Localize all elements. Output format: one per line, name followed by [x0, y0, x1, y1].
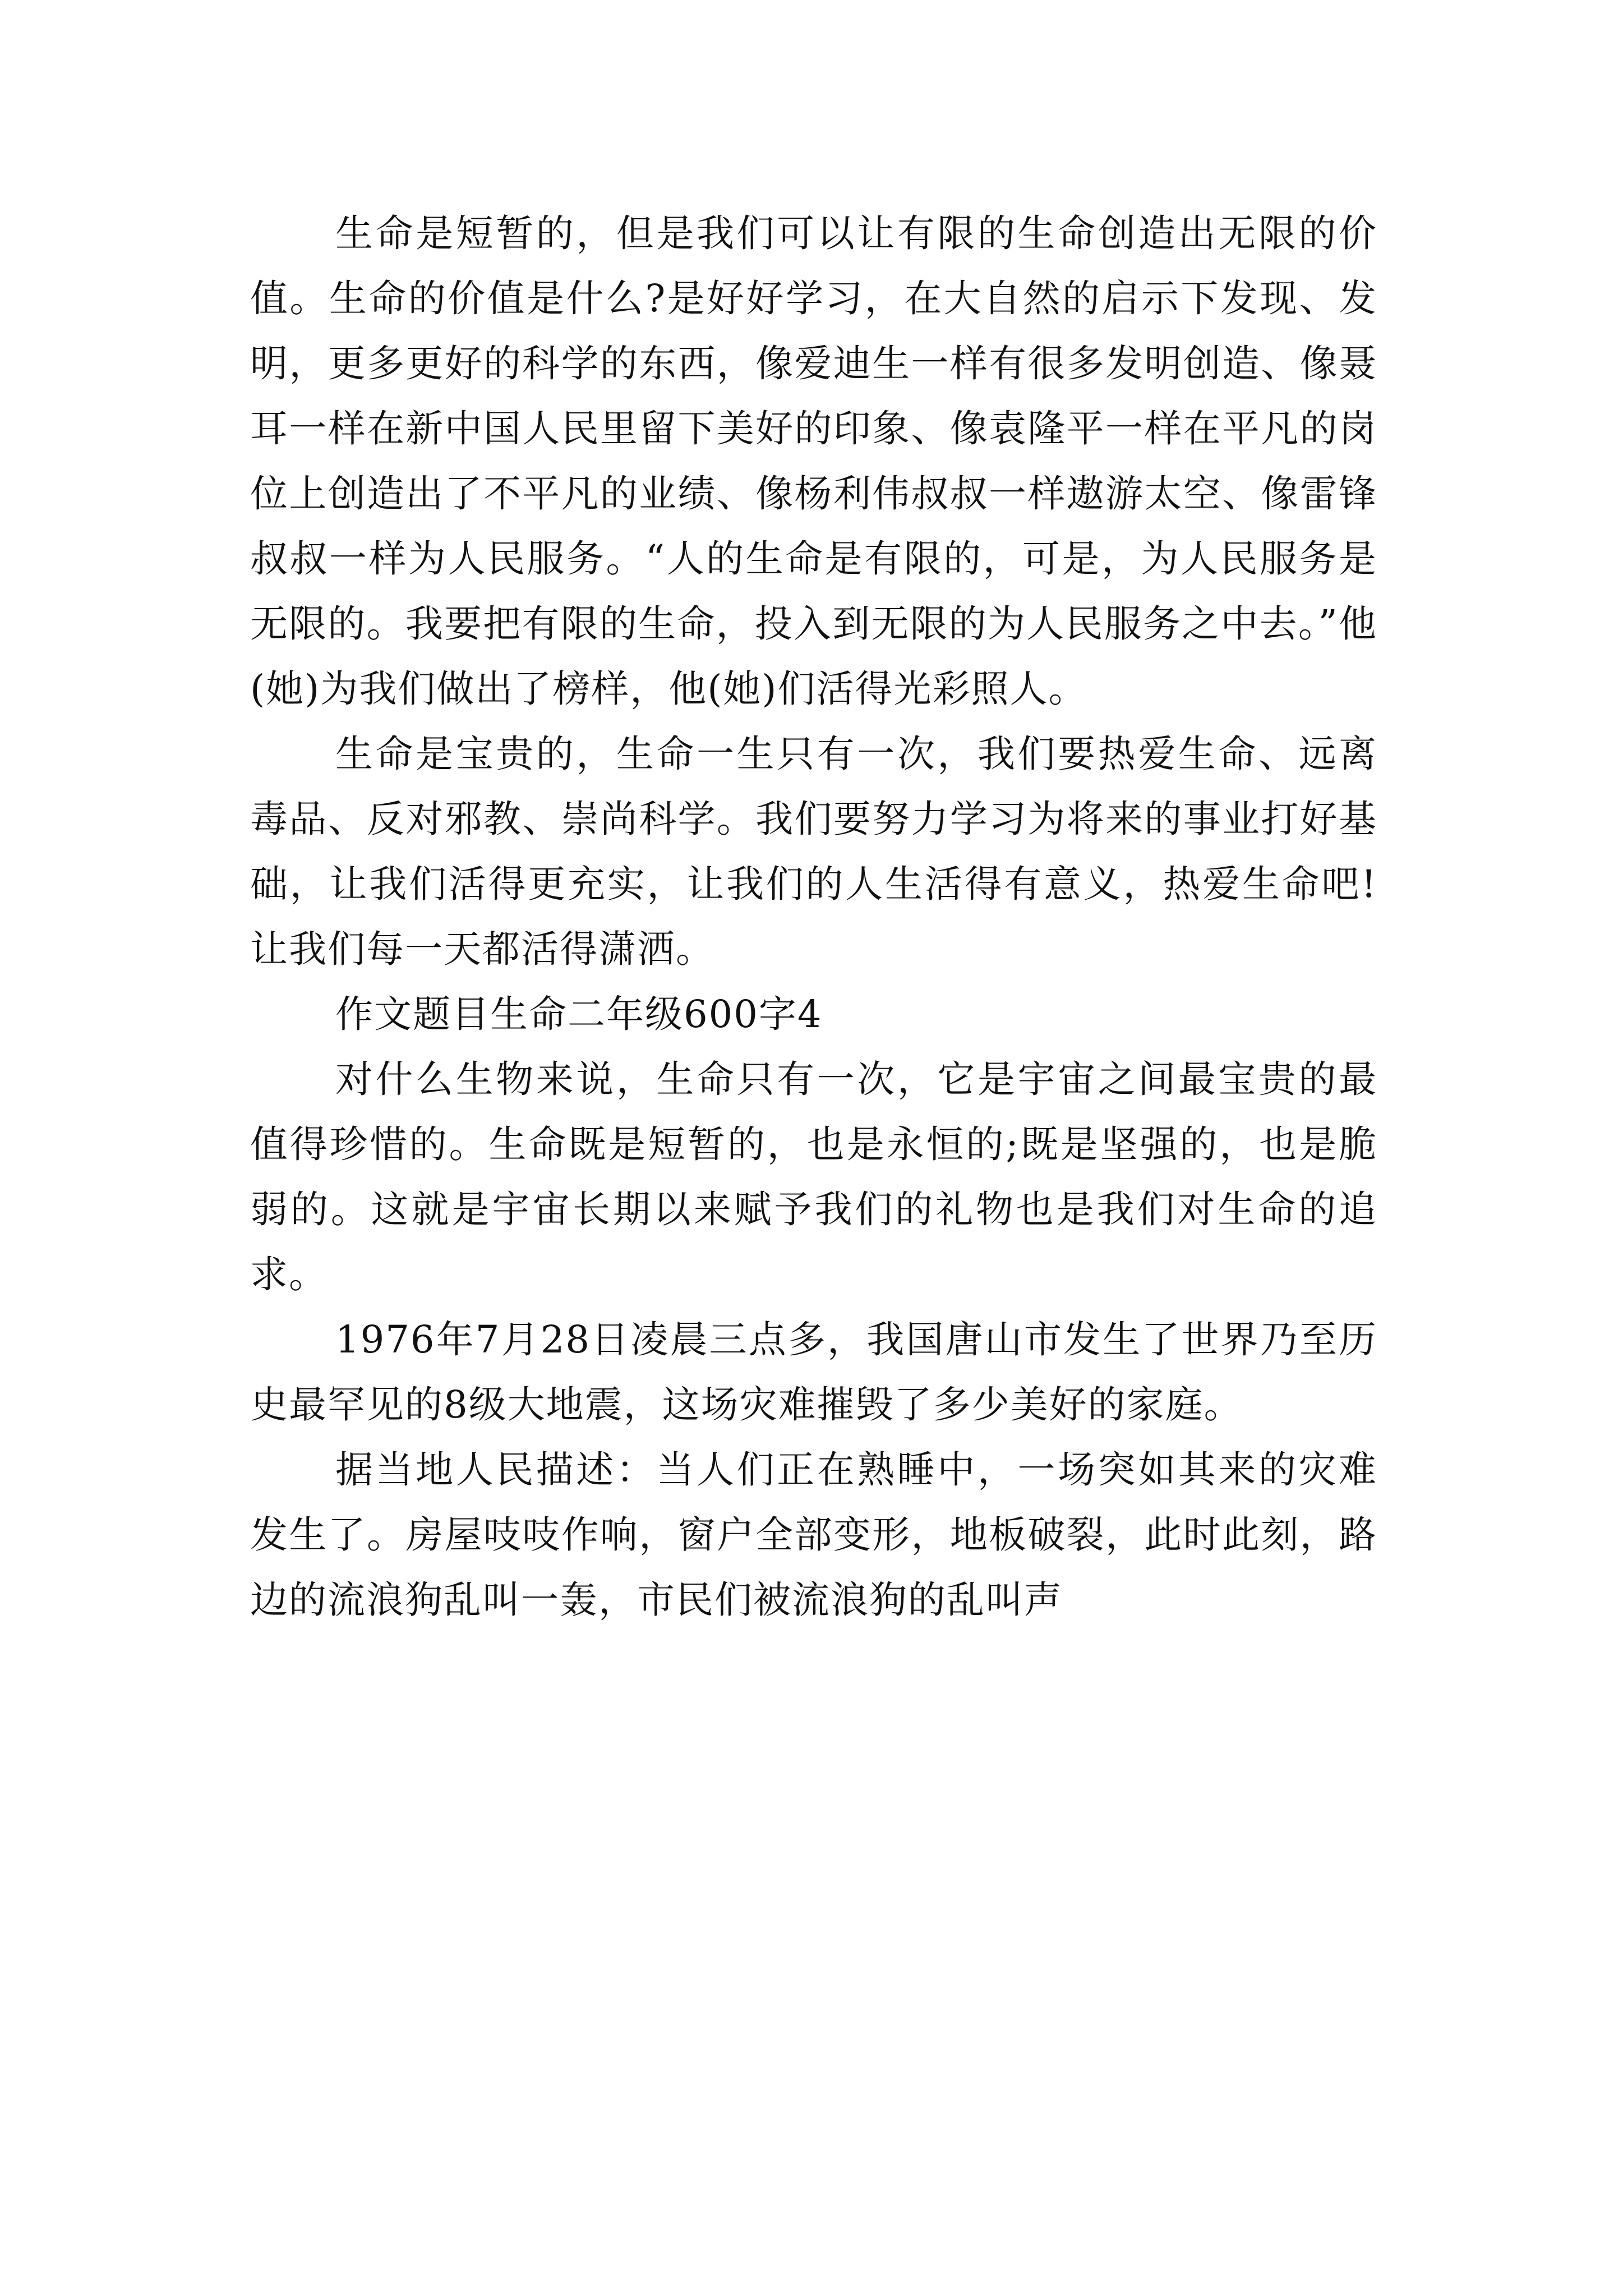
- paragraph-life-value: 生命是短暂的，但是我们可以让有限的生命创造出无限的价值。生命的价值是什么?是好好学习，在大自然的启示下发现、发明，更多更好的科学的东西，像爱迪生一样有很多发明创造、像聂耳一样在新中国人民里留下美好的印象、像袁隆平一样在平凡的岗位上创造出了不平凡的业绩、像杨利伟叔叔一样遨游太空、像雷锋叔叔一样为人民服务。“人的生命是有限的，可是，为人民服务是无限的。我要把有限的生命，投入到无限的为人民服务之中去。”他(她)为我们做出了榜样，他(她)们活得光彩照人。: [250, 211, 1377, 711]
- essay-heading: 作文题目生命二年级600字4: [335, 992, 823, 1036]
- paragraph-witness-account: 据当地人民描述：当人们正在熟睡中，一场突如其来的灾难发生了。房屋吱吱作响，窗户全部变形，地板破裂，此时此刻，路边的流浪狗乱叫一轰，市民们被流浪狗的乱叫声: [250, 1448, 1377, 1622]
- paragraph-life-once: 对什么生物来说，生命只有一次，它是宇宙之间最宝贵的最值得珍惜的。生命既是短暂的，也是永恒的;既是坚强的，也是脆弱的。这就是宇宙长期以来赋予我们的礼物也是我们对生命的追求。: [250, 1057, 1377, 1296]
- paragraph-life-precious: 生命是宝贵的，生命一生只有一次，我们要热爱生命、远离毒品、反对邪教、崇尚科学。我们要努力学习为将来的事业打好基础，让我们活得更充实，让我们的人生活得有意义，热爱生命吧!让我们每一天都活得潇洒。: [250, 732, 1377, 971]
- document-body: [250, 201, 1377, 1632]
- paragraph-tangshan-earthquake: 1976年7月28日凌晨三点多，我国唐山市发生了世界乃至历史最罕见的8级大地震，这场灾难摧毁了多少美好的家庭。: [250, 1318, 1377, 1427]
